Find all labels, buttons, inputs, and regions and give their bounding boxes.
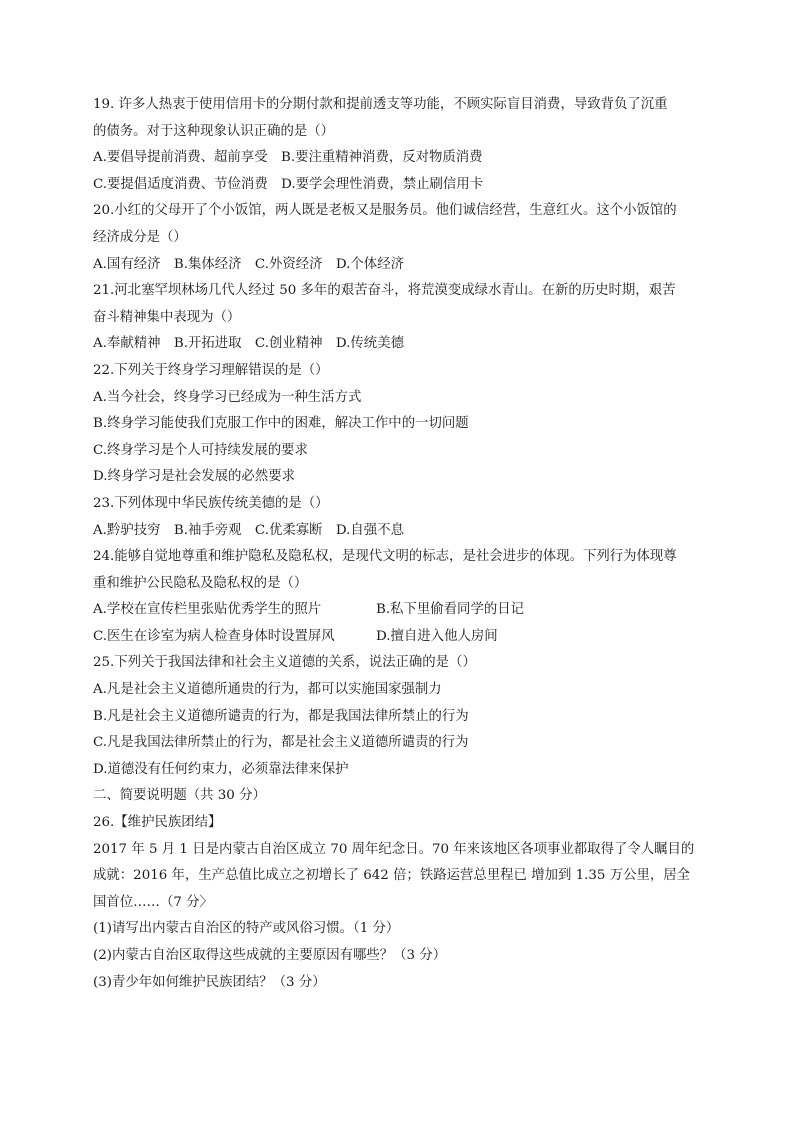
question-stem: 24.能够自觉地尊重和维护隐私及隐私权，是现代文明的标志，是社会进步的体现。下列行为体现尊 (93, 549, 677, 565)
question-26 (93, 810, 705, 996)
option-a: A.凡是社会主义道德所通贵的行为，都可以实施国家强制力 (93, 682, 442, 698)
sub-question: (1)请写出内蒙古自治区的特产或风俗习惯。（1 分） (93, 921, 400, 937)
question-title: 26.【维护民族团结】 (93, 815, 222, 831)
option-c: C.凡是我国法律所禁止的行为，都是社会主义道德所谴责的行为 (93, 735, 469, 751)
question-material: 2017 年 5 月 1 日是内蒙古自治区成立 70 周年纪念日。70 年来该地区各项事业都取得了令人瞩目的 (93, 841, 695, 857)
question-material: 国首位……（7 分〉 (93, 894, 213, 910)
question-21 (93, 278, 705, 358)
question-options: A.要倡导提前消费、超前享受 B.要注重精神消费，反对物质消费 (93, 150, 483, 166)
option-c: C.医生在诊室为病人检查身体时设置屏风 (93, 628, 335, 644)
sub-question: (2)内蒙古自治区取得这些成就的主要原因有哪些？（3 分） (93, 948, 447, 963)
option-b: B.终身学习能使我们克服工作中的困难，解决工作中的一切问题 (93, 416, 469, 432)
question-stem: 19. 许多人热衷于使用信用卡的分期付款和提前透支等功能，不顾实际盲目消费，导致背负了沉重 (93, 97, 668, 112)
question-stem: 重和维护公民隐私及隐私权的是（） (93, 575, 308, 591)
question-options: C.要提倡适度消费、节俭消费 D.要学会理性消费，禁止刷信用卡 (93, 176, 484, 192)
option-row (93, 624, 705, 651)
option-a: A.当今社会，终身学习已经成为一种生活方式 (93, 389, 362, 405)
sub-question: (3)青少年如何维护民族团结？（3 分） (93, 974, 326, 990)
question-options: A.奉献精神 B.开拓进取 C.创业精神 D.传统美德 (93, 336, 404, 352)
option-b: B.凡是社会主义道德所谴责的行为，都是我国法律所禁止的行为 (93, 708, 469, 724)
question-22 (93, 358, 705, 491)
question-stem: 20.小红的父母开了个小饭馆，两人既是老板又是服务员。他们诚信经营，生意红火。这个小饭馆的 (93, 203, 677, 219)
question-stem: 的债务。对于这种现象认识正确的是（） (93, 123, 335, 139)
question-stem: 经济成分是（） (93, 229, 187, 245)
option-d: D.终身学习是社会发展的必然要求 (93, 469, 295, 485)
question-23 (93, 491, 705, 544)
question-24 (93, 544, 705, 650)
option-row (93, 597, 705, 624)
exam-page (93, 92, 705, 996)
option-a: A.学校在宣传栏里张贴优秀学生的照片 (93, 602, 322, 618)
question-stem: 25.下列关于我国法律和社会主义道德的关系，说法正确的是（） (93, 655, 476, 671)
question-20 (93, 198, 705, 278)
option-d: D.擅自进入他人房间 (376, 628, 498, 644)
question-19 (93, 92, 705, 198)
section-heading: 二、简要说明题（共 30 分） (93, 788, 266, 804)
question-25 (93, 650, 705, 783)
question-stem: 22.下列关于终身学习理解错误的是（） (93, 362, 329, 378)
option-c: C.终身学习是个人可持续发展的要求 (93, 442, 308, 458)
question-options: A.黔驴技穷 B.袖手旁观 C.优柔寡断 D.自强不息 (93, 522, 404, 538)
question-material: 成就：2016 年，生产总值比成立之初增长了 642 倍；铁路运营总里程已 增加到 1.35 万公里，居全 (93, 868, 691, 884)
question-stem: 21.河北塞罕坝林场几代人经过 50 多年的艰苦奋斗，将荒漠变成绿水青山。在新的历史时期，艰苦 (93, 283, 676, 299)
option-b: B.私下里偷看同学的日记 (376, 602, 525, 618)
question-options: A.国有经济 B.集体经济 C.外资经济 D.个体经济 (93, 256, 404, 272)
option-d: D.道德没有任何约束力，必须靠法律来保护 (93, 761, 349, 777)
question-stem: 23.下列体现中华民族传统美德的是（） (93, 495, 329, 511)
question-stem: 奋斗精神集中表现为（） (93, 309, 241, 325)
